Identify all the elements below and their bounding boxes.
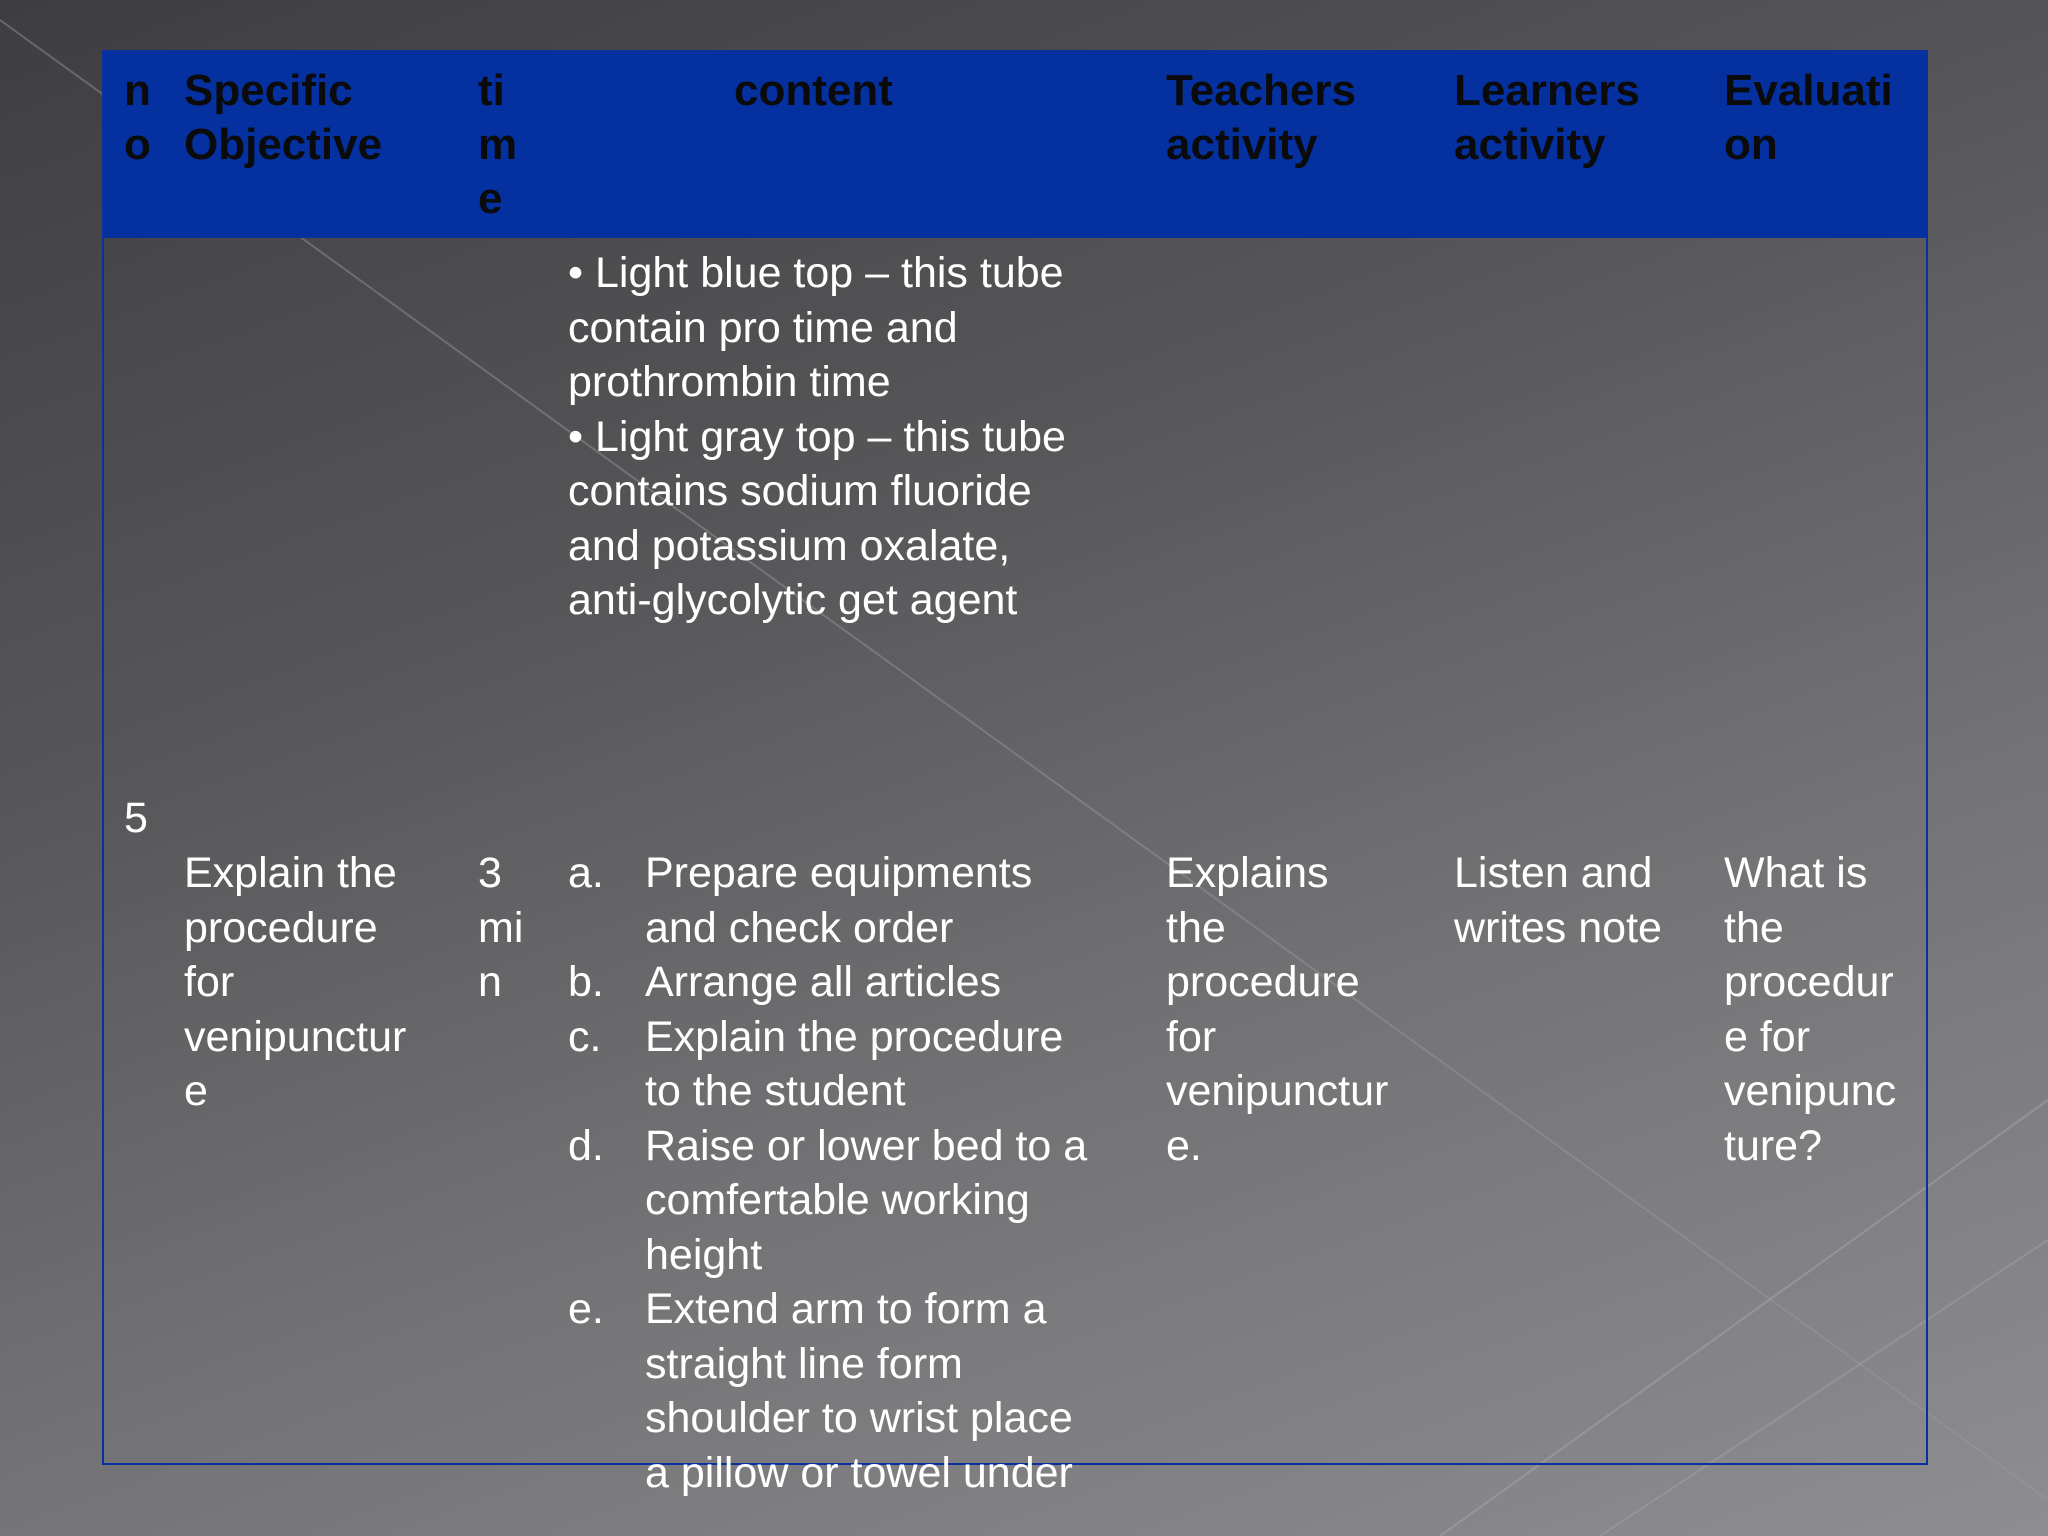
header-teachers-activity: Teachers activity [1166, 66, 1356, 169]
header-learners-activity: Learners activity [1454, 66, 1640, 169]
step-text: Arrange all articles [645, 958, 1002, 1006]
list-item [568, 1282, 1128, 1500]
content-continued: • Light blue top – this tube contain pro time and prothrombin time • Light gray top – this tube contains sodium fluoride and potassium oxalate, anti-glycolytic get agent [568, 249, 1066, 624]
header-specific-objective: Specific Objective [184, 66, 383, 169]
table-header-row [104, 52, 1926, 238]
list-item [568, 1119, 1128, 1283]
list-item [568, 846, 1128, 955]
row-evaluation: What is the procedur e for venipunc ture? [1724, 849, 1897, 1170]
step-text: Extend arm to form a straight line form shoulder to wrist place a pillow or towel under [645, 1285, 1073, 1497]
list-item [568, 1010, 1128, 1119]
header-evaluation: Evaluati on [1724, 66, 1893, 169]
procedure-steps-list [568, 846, 1128, 1500]
step-text: Prepare equipments and check order [645, 849, 1033, 952]
row-time: 3 mi n [478, 849, 524, 1006]
row-number: 5 [124, 794, 148, 842]
step-text: Explain the procedure to the student [645, 1012, 1064, 1115]
step-marker: a. [568, 849, 604, 897]
header-time: ti m e [478, 66, 518, 223]
row-specific-objective: Explain the procedure for venipunctur e [184, 849, 407, 1115]
step-marker: b. [568, 958, 604, 1006]
row-learners-activity: Listen and writes note [1454, 849, 1662, 952]
step-marker: d. [568, 1121, 604, 1170]
step-marker: e. [568, 1285, 604, 1333]
lesson-plan-table [102, 50, 1928, 1497]
list-item [568, 955, 1128, 1010]
step-marker: c. [568, 1012, 602, 1061]
step-text: Raise or lower bed to a comfertable working height [645, 1121, 1088, 1279]
row-teachers-activity: Explains the procedure for venipunctur e. [1166, 849, 1389, 1170]
header-no: n o [124, 66, 151, 169]
header-content: content [734, 66, 893, 115]
